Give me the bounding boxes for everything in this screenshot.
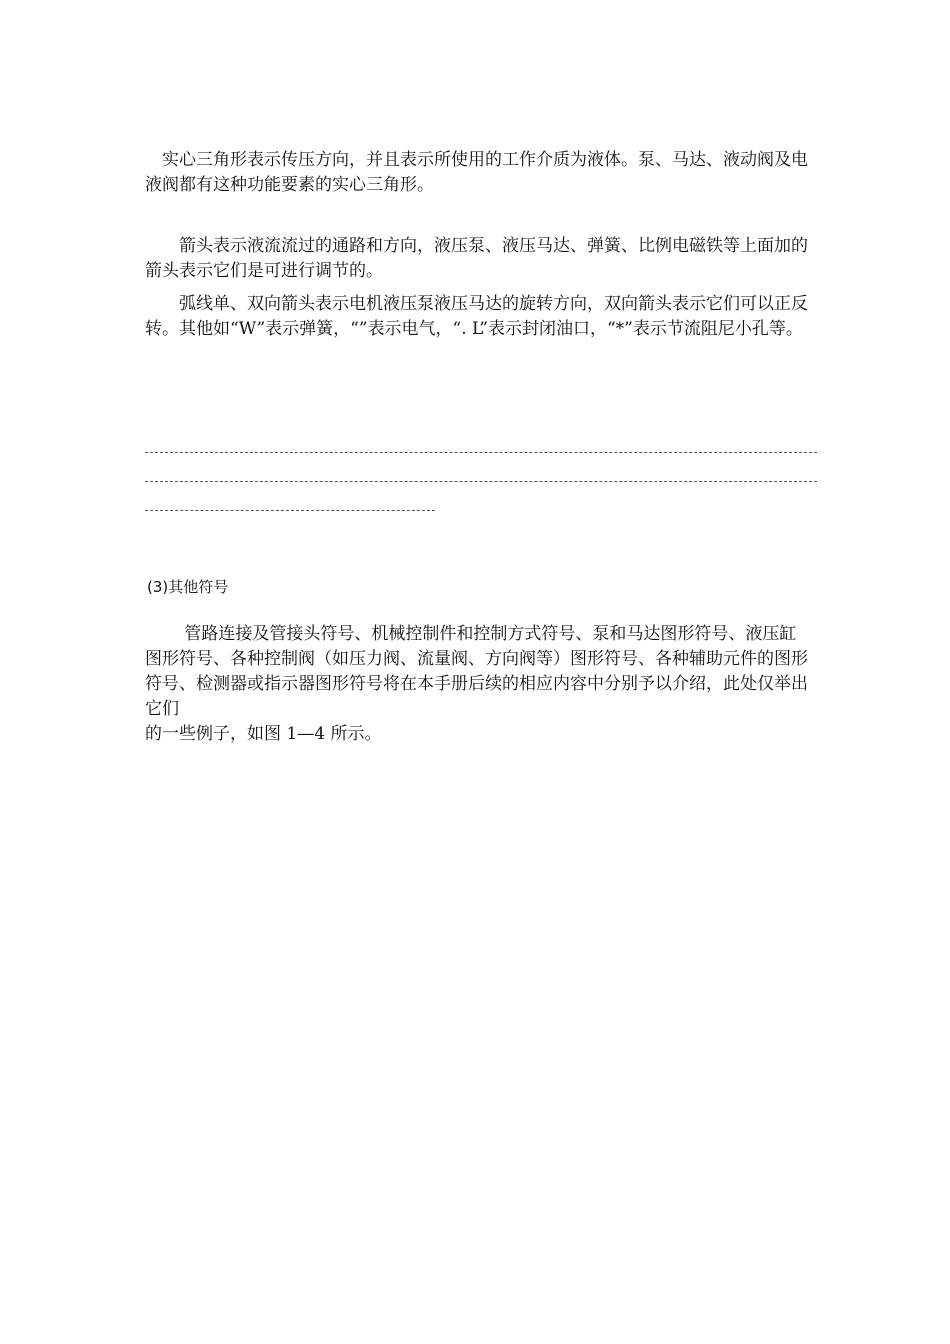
dashed-divider bbox=[145, 481, 817, 482]
paragraph-solid-triangle: 实心三角形表示传压方向，并且表示所使用的工作介质为液体。泵、马达、液动阀及电液阀都有这种功能要素的实心三角形。 bbox=[145, 150, 808, 195]
paragraph-other-symbols: 管路连接及管接头符号、机械控制件和控制方式符号、泵和马达图形符号、液压缸图形符号、各种控制阀（如压力阀、流量阀、方向阀等）图形符号、各种辅助元件的图形符号、检测器或指示器图形符号将在本手册后续的相应内容中分别予以介绍，此处仅举出它们 的一些例子，如图 1—4 所示。 bbox=[145, 624, 808, 744]
paragraph-arc-arrow: 弧线单、双向箭头表示电机液压泵液压马达的旋转方向，双向箭头表示它们可以正反转。其他如“W”表示弹簧，“”表示电气，“. L”表示封闭油口，“*”表示节流阻尼小孔等。 bbox=[145, 294, 808, 339]
paragraph-arrow: 箭头表示液流流过的通路和方向，液压泵、液压马达、弹簧、比例电磁铁等上面加的箭头表示它们是可进行调节的。 bbox=[145, 236, 808, 281]
dashed-divider bbox=[145, 510, 435, 511]
section-heading: (3)其他符号 bbox=[147, 578, 229, 596]
dashed-divider bbox=[145, 452, 817, 453]
